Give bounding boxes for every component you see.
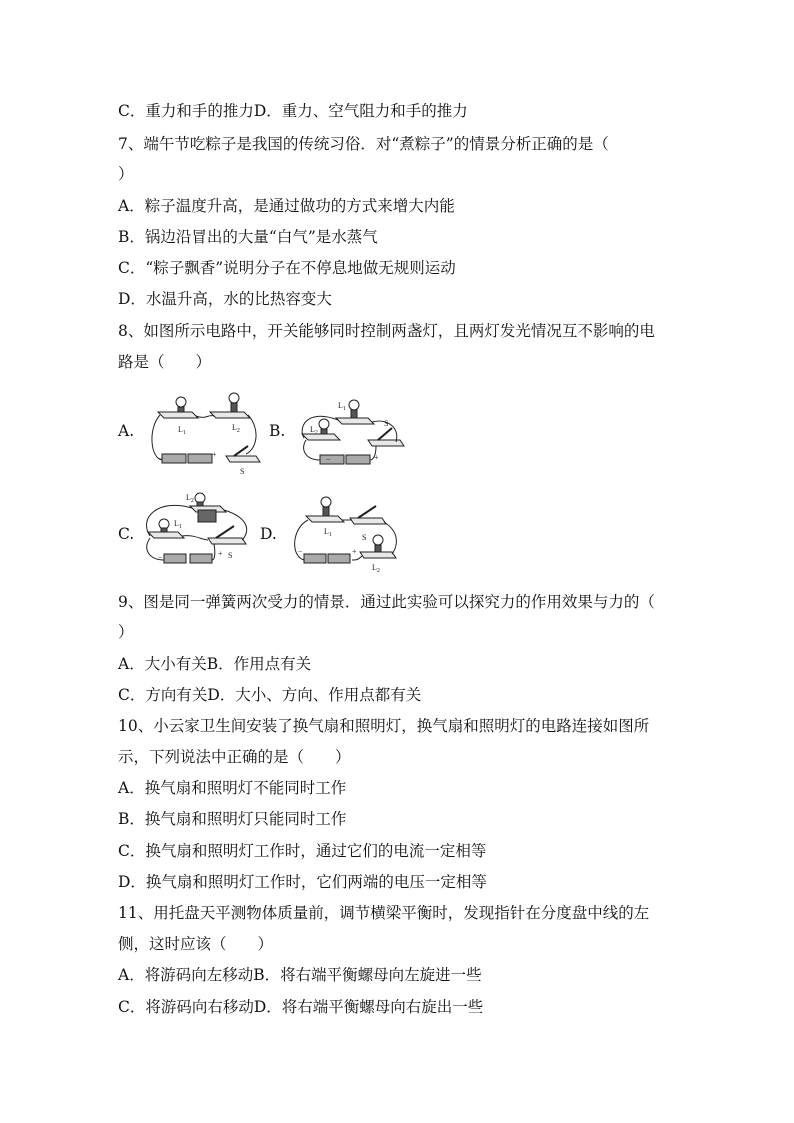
q7-stem: 7、端午节吃粽子是我国的传统习俗．对“煮粽子”的情景分析正确的是（ <box>118 135 609 153</box>
q9-stem-cont: ） <box>118 623 134 641</box>
circuit-diagram-d <box>288 488 402 578</box>
label-l1: $L_1$ <box>178 425 186 436</box>
label-plus: + <box>352 547 357 556</box>
label-minus: − <box>158 553 163 562</box>
label-l2: $L_2$ <box>310 425 318 436</box>
q7-option-b: B．锅边沿冒出的大量“白气”是水蒸气 <box>118 228 378 246</box>
q7-stem-cont: ） <box>118 165 134 183</box>
q10-option-c: C．换气扇和照明灯工作时，通过它们的电流一定相等 <box>118 842 487 860</box>
q11-options-ab: A．将游码向左移动B．将右端平衡螺母向左旋进一些 <box>118 966 482 984</box>
label-l2: $L_2$ <box>372 563 380 574</box>
circuit-d-label: D. <box>260 525 277 543</box>
label-s: S <box>362 533 367 542</box>
q11-options-cd: C．将游码向右移动D．将右端平衡螺母向右旋出一些 <box>118 998 484 1016</box>
label-l2: $L_2$ <box>232 423 240 434</box>
q8-stem-cont: 路是（ ） <box>118 353 212 371</box>
label-minus: − <box>326 455 331 464</box>
label-l1: $L_1$ <box>174 519 182 530</box>
q7-option-d: D．水温升高，水的比热容变大 <box>118 290 332 308</box>
label-s: S <box>384 419 389 428</box>
label-l2: $L_2$ <box>186 493 194 504</box>
label-s: S <box>240 467 245 476</box>
circuit-diagram-a <box>148 388 266 480</box>
label-plus: + <box>374 453 379 462</box>
q9-options-ab: A．大小有关B．作用点有关 <box>118 655 312 673</box>
label-s: S <box>228 551 233 560</box>
label-plus: + <box>218 549 223 558</box>
circuit-diagram-b <box>296 388 408 470</box>
q11-stem: 11、用托盘天平测物体质量前，调节横梁平衡时，发现指针在分度盘中线的左 <box>118 904 650 922</box>
q6-options-cd: C．重力和手的推力D．重力、空气阻力和手的推力 <box>118 102 468 120</box>
label-l1: $L_1$ <box>324 527 332 538</box>
q7-option-a: A．粽子温度升高，是通过做功的方式来增大内能 <box>118 197 455 215</box>
circuit-b-label: B. <box>269 422 286 440</box>
q10-stem: 10、小云家卫生间安装了换气扇和照明灯，换气扇和照明灯的电路连接如图所 <box>118 717 650 735</box>
q10-option-b: B．换气扇和照明灯只能同时工作 <box>118 810 347 828</box>
circuit-diagram-c <box>138 488 254 572</box>
q10-stem-cont: 示，下列说法中正确的是（ ） <box>118 748 351 766</box>
label-plus: + <box>212 450 217 459</box>
circuit-c-label: C. <box>118 525 135 543</box>
circuit-a-label: A. <box>118 422 135 440</box>
label-minus: − <box>298 547 303 556</box>
q9-options-cd: C．方向有关D．大小、方向、作用点都有关 <box>118 686 422 704</box>
q7-option-c: C．“粽子飘香”说明分子在不停息地做无规则运动 <box>118 259 456 277</box>
q8-stem: 8、如图所示电路中，开关能够同时控制两盏灯，且两灯发光情况互不影响的电 <box>118 322 655 340</box>
label-minus: − <box>158 454 163 463</box>
q9-stem: 9、图是同一弹簧两次受力的情景．通过此实验可以探究力的作用效果与力的（ <box>118 593 655 611</box>
q10-option-d: D．换气扇和照明灯工作时，它们两端的电压一定相等 <box>118 873 487 891</box>
label-l1: $L_1$ <box>338 401 346 412</box>
q10-option-a: A．换气扇和照明灯不能同时工作 <box>118 779 347 797</box>
q11-stem-cont: 侧，这时应该（ ） <box>118 935 274 953</box>
